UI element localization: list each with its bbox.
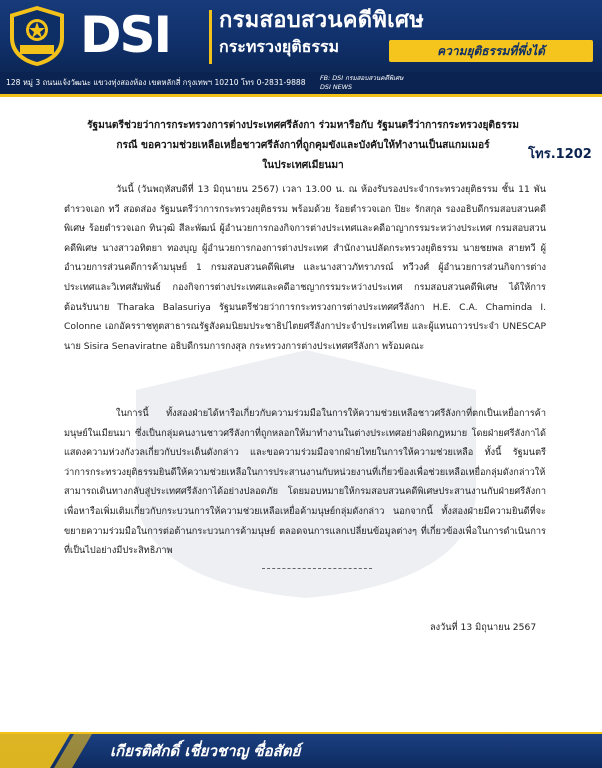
- release-title: [50, 116, 556, 176]
- date-signature: ลงวันที่ 13 มิถุนายน 2567: [430, 622, 537, 633]
- body-paragraph-1: วันนี้ (วันพฤหัสบดีที่ 13 มิถุนายน 2567) เวลา 13.00 น. ณ ห้องรับรองประจำกระทรวงยุติธรรม ชั้น 11 พันตำรวจเอก ทวี สอดส่อง รัฐมนตรีว่าการกระทรวงยุติธรรม พร้อมด้วย ร้อยตำรวจเอก ปิยะ รักสกุล รองอธิบดีกรมสอบสวนคดีพิเศษ ร้อยตำรวจเอก ทินวุฒิ สีละพัฒน์ ผู้อำนวยการกองกิจการต่างประเทศและคดีอาญากรรมระหว่างประเทศ กรมสอบสวนคดีพิเศษ นางสาวอทิตยา ทองบุญ ผู้อำนวยการกองการต่างประเทศ สำนักงานปลัดกระทรวงยุติธรรม นายชยพล สายทวี ผู้อำนวยการส่วนคดีการค้ามนุษย์ 1 กรมสอบสวนคดีพิเศษ และนางสาวภัทราภรณ์ ทวีวงศ์ ผู้อำนวยการส่วนกิจการต่างประเทศและวิเทศสัมพันธ์ กองกิจการต่างประเทศและคดีอาชญากรรมระหว่างประเทศ กรมสอบสวนคดีพิเศษ ได้ให้การต้อนรับนาย Tharaka Balasuriya รัฐมนตรีช่วยว่าการกระทรวงการต่างประเทศศรีลังกา H.E. C.A. Chaminda I. Colonne เอกอัครราชทูตสาธารณรัฐสังคมนิยมประชาธิปไตยศรีลังกาประจำประเทศไทย และผู้แทนถาวรประจำ UNESCAP นาย Sisira Senaviratne อธิบดีกรมการกงสุล กระทรวงการต่างประเทศศรีลังกา พร้อมคณะ: [64, 184, 546, 352]
- brand-wordmark: DSI: [80, 6, 171, 64]
- slogan-badge: [389, 40, 593, 62]
- body-paragraph-2: ในการนี้ ทั้งสองฝ่ายได้หารือเกี่ยวกับความร่วมมือในการให้ความช่วยเหลือชาวศรีลังกาที่ตกเป็นเหยื่อการค้ามนุษย์ในเมียนมา ซึ่งเป็นกลุ่มคนงานชาวศรีลังกาที่ถูกหลอกให้มาทำงานในต่างประเทศอย่างผิดกฎหมาย โดยฝ่ายศรีลังกาได้แสดงความห่วงกังวลเกี่ยวกับประเด็นดังกล่าว และขอความร่วมมือจากฝ่ายไทยในการให้ความช่วยเหลือ ทั้งนี้ รัฐมนตรีว่าการกระทรวงยุติธรรมยินดีให้ความช่วยเหลือในการประสานงานกับหน่วยงานที่เกี่ยวข้องเพื่อช่วยเหลือเหยื่อกลุ่มดังกล่าวให้สามารถเดินทางกลับสู่ประเทศศรีลังกาได้อย่างปลอดภัย โดยมอบหมายให้กรมสอบสวนคดีพิเศษประสานงานกับฝ่ายศรีลังกา เพื่อหารือเพิ่มเติมเกี่ยวกับกระบวนการให้ความช่วยเหลือเหยื่อค้ามนุษย์กลุ่มดังกล่าว นอกจากนี้ ทั้งสองฝ่ายมีความยินดีที่จะขยายความร่วมมือในการต่อต้านกระบวนการค้ามนุษย์ ตลอดจนการแลกเปลี่ยนข้อมูลต่างๆ ที่เกี่ยวข้องเพื่อในการดำเนินการที่เป็นไปอย่างมีประสิทธิภาพ: [64, 408, 546, 557]
- footer-banner: [0, 734, 602, 768]
- footer-stripe-icon: [0, 734, 102, 768]
- organization-name: กรมสอบสวนคดีพิเศษ: [219, 8, 425, 33]
- address-text: 128 หมู่ 3 ถนนแจ้งวัฒนะ แขวงทุ่งสองห้อง เขตหลักสี่ กรุงเทพฯ 10210 โทร 0-2831-9888: [6, 78, 306, 87]
- title-line: รัฐมนตรีช่วยว่าการกระทรวงการต่างประเทศศรีลังกา ร่วมหารือกับ รัฐมนตรีว่าการกระทรวงยุติธรรม: [87, 120, 519, 131]
- news-text: DSI NEWS: [320, 83, 353, 91]
- facebook-text: FB: DSI กรมสอบสวนคดีพิเศษ: [320, 74, 404, 82]
- section-divider: [262, 568, 372, 569]
- hotline-text: โทร.1202: [528, 147, 592, 162]
- title-line: กรณี ขอความช่วยเหลือเหยื่อชาวศรีลังกาที่ถูกคุมขังและบังคับให้ทำงานเป็นสแกมเมอร์: [116, 140, 490, 151]
- footer-motto: เกียรติศักดิ์ เชี่ยวชาญ ซื่อสัตย์: [110, 742, 301, 760]
- ministry-name: กระทรวงยุติธรรม: [219, 37, 340, 56]
- dsi-shield-logo-icon: [6, 4, 68, 68]
- header-banner: [0, 0, 602, 72]
- slogan-text: ความยุติธรรมที่พึ่งได้: [437, 44, 545, 58]
- header-gold-rule: [0, 94, 602, 97]
- title-line: ในประเทศเมียนมา: [262, 160, 344, 171]
- header-divider: [209, 10, 212, 64]
